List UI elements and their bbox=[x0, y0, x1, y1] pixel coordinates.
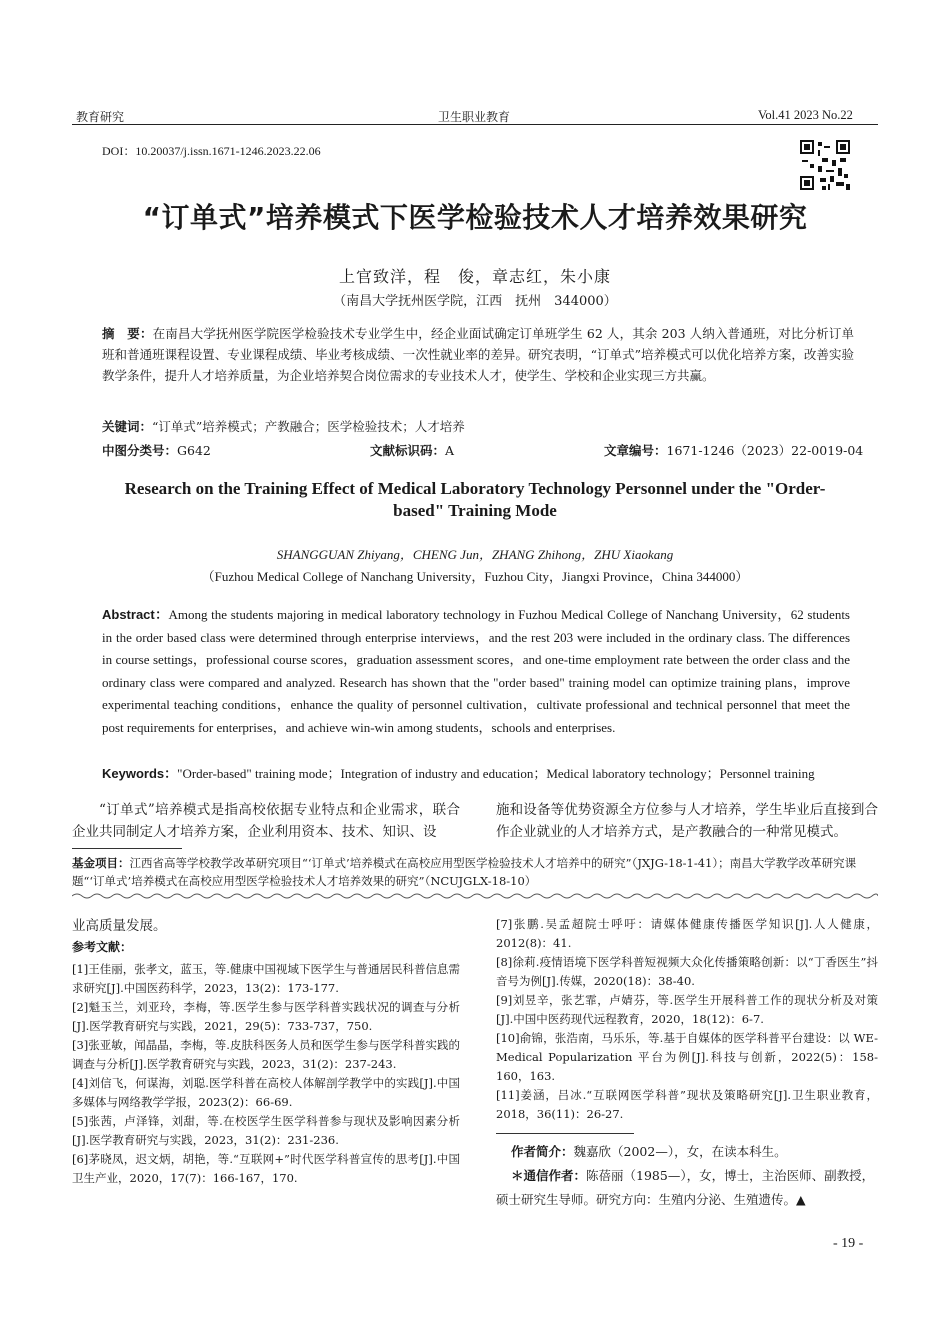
reference-item: [5]张茜，卢泽锋，刘甜，等.在校医学生医学科普参与现状及影响因素分析[J].医学教育研究与实践，2023，31(2)：231-236. bbox=[72, 1114, 460, 1147]
references-left bbox=[72, 960, 460, 1188]
page-number: - 19 - bbox=[833, 1236, 864, 1251]
en-abstract bbox=[102, 604, 850, 739]
author-intro: 作者简介：魏嘉欣（2002—），女，在读本科生。 bbox=[511, 1144, 787, 1159]
journal-name: 卫生职业教育 bbox=[438, 110, 511, 124]
zh-abstract-label: 摘 要： bbox=[102, 326, 153, 341]
corresponding-author: ＊通信作者：陈蓓丽（1985—），女，博士，主治医师、副教授，硕士研究生导师。研究方向：生殖内分泌、生殖遗传。▲ bbox=[496, 1168, 875, 1207]
journal-volume: Vol.41 2023 No.22 bbox=[758, 108, 853, 122]
reference-item: [3]张亚敏，闻晶晶，李梅，等.皮肤科医务人员和医学生参与医学科普实践的调查与分析[J].医学教育研究与实践，2023，31(2)：237-243. bbox=[72, 1038, 460, 1071]
bio-rule bbox=[496, 1133, 634, 1134]
zh-keywords-label: 关键词： bbox=[102, 419, 153, 434]
author-bio bbox=[496, 1140, 878, 1212]
article-number: 文章编号：1671-1246（2023）22-0019-04 bbox=[604, 443, 864, 458]
body-right-text: 施和设备等优势资源全方位参与人才培养，学生毕业后直接到合作企业就业的人才培养方式，是产教融合的一种常见模式。 bbox=[496, 802, 878, 840]
journal-section: 教育研究 bbox=[76, 110, 125, 124]
en-keywords-label: Keywords： bbox=[102, 766, 178, 781]
en-abstract-text: Among the students majoring in medical laboratory technology in Fuzhou Medical College of Nanchang University，62 students in the order based class were determined through enterprise interviews，and the rest 203 were included in the ordinary class. The differences in course settings，professional course scores，graduation assessment scores，and one-time employment rate between the order class and the ordinary class were compared and analyzed. Research has shown that the "order based" training model can optimize training plans，improve experimental teaching conditions，enhance the quality of personnel cultivation，cultivate professional and technical personnel that meet the post requirements for enterprises，and achieve win-win among students，schools and enterprises. bbox=[102, 607, 850, 735]
references-heading: 参考文献： bbox=[72, 940, 133, 954]
reference-item: [9]刘昱辛，张艺霏，卢婧芬，等.医学生开展科普工作的现状分析及对策[J].中国中医药现代远程教育，2020，18(12)：6-7. bbox=[496, 993, 878, 1026]
en-title: Research on the Training Effect of Medical Laboratory Technology Personnel under the "Order-based" Training Mode bbox=[124, 479, 826, 520]
doi: DOI：10.20037/j.issn.1671-1246.2023.22.06 bbox=[102, 144, 321, 158]
reference-item: [8]徐莉.疫情语境下医学科普短视频大众化传播策略创新：以“丁香医生”抖音号为例[J].传媒，2020(18)：38-40. bbox=[496, 955, 878, 988]
zh-keywords bbox=[102, 417, 854, 435]
article-title: “订单式”培养模式下医学检验技术人才培养效果研究 bbox=[142, 201, 808, 234]
reference-item: [1]王佳丽，张孝文，蓝玉，等.健康中国视域下医学生与普通居民科普信息需求研究[J].中国医药科学，2023，13(2)：173-177. bbox=[72, 962, 460, 995]
zh-abstract bbox=[102, 323, 854, 386]
affiliation: （南昌大学抚州医学院，江西 抚州 344000） bbox=[333, 294, 617, 309]
header-rule bbox=[72, 124, 878, 125]
zh-keywords-text: “订单式”培养模式；产教融合；医学检验技术；人才培养 bbox=[152, 419, 465, 434]
reference-item: [4]刘信飞，何谋海，刘聪.医学科普在高校人体解剖学教学中的实践[J].中国多媒体与网络教学学报，2023(2)：66-69. bbox=[72, 1076, 460, 1109]
footnote-rule bbox=[72, 848, 182, 849]
reference-item: [2]魁玉兰，刘亚玲，李梅，等.医学生参与医学科普实践状况的调查与分析[J].医学教育研究与实践，2021，29(5)：733-737，750. bbox=[72, 1000, 460, 1033]
end-mark-icon: ▲ bbox=[796, 1192, 806, 1207]
body-left-text: “订单式”培养模式是指高校依据专业特点和企业需求，联合企业共同制定人才培养方案，企业利用资本、技术、知识、设 bbox=[72, 802, 460, 840]
en-keywords-text: "Order-based" training mode；Integration of industry and education；Medical laboratory technology；Personnel training bbox=[177, 766, 815, 781]
references-right bbox=[496, 915, 878, 1124]
wavy-divider bbox=[72, 892, 878, 900]
en-abstract-label: Abstract： bbox=[102, 607, 169, 622]
reference-item: [11]姜涵，吕冰.“互联网医学科普”现状及策略研究[J].卫生职业教育，2018，36(11)：26-27. bbox=[496, 1088, 878, 1121]
reference-item: [7]张鹏.吴孟超院士呼吁：请媒体健康传播医学知识[J].人人健康，2012(8)：41. bbox=[496, 917, 878, 950]
authors: 上官致洋，程 俊，章志红，朱小康 bbox=[338, 267, 611, 286]
clc-number: 中图分类号：G642 bbox=[102, 443, 211, 458]
reference-item: [6]茅晓凤，迟文炳，胡艳，等.“互联网+”时代医学科普宣传的思考[J].中国卫生产业，2020，17(7)：166-167，170. bbox=[72, 1152, 460, 1185]
en-affiliation: （Fuzhou Medical College of Nanchang University，Fuzhou City，Jiangxi Province，China 344000） bbox=[201, 569, 749, 584]
funding-label: 基金项目： bbox=[72, 856, 130, 870]
en-keywords bbox=[102, 763, 862, 782]
zh-abstract-text: 在南昌大学抚州医学院医学检验技术专业学生中，经企业面试确定订单班学生 62 人，其余 203 人纳入普通班，对比分析订单班和普通班课程设置、专业课程成绩、毕业考核成绩、一次性就业率的差异。研究表明，“订单式”培养模式可以优化培养方案，改善实验教学条件，提升人才培养质量，为企业培养契合岗位需求的专业技术人才，使学生、学校和企业实现三方共赢。 bbox=[102, 326, 854, 383]
funding-text: 江西省高等学校教学改革研究项目“‘订单式’培养模式在高校应用型医学检验技术人才培养中的研究”（JXJG-18-1-41）；南昌大学教学改革研究课题“‘订单式’培养模式在高校应用型医学检验技术人才培养效果的研究”（NCUJGLX-18-10） bbox=[72, 856, 857, 888]
en-authors: SHANGGUAN Zhiyang，CHENG Jun，ZHANG Zhihong，ZHU Xiaokang bbox=[276, 547, 674, 562]
continuation-text: 业高质量发展。 bbox=[72, 918, 167, 934]
document-code: 文献标识码：A bbox=[370, 443, 455, 458]
reference-item: [10]俞锦，张浩南，马乐乐，等.基于自媒体的医学科普平台建设：以 WE-Medical Popularization 平台为例[J].科技与创新，2022(5)：158-160，163. bbox=[496, 1031, 878, 1083]
qr-code-icon bbox=[800, 140, 850, 190]
funding-note bbox=[72, 854, 878, 890]
